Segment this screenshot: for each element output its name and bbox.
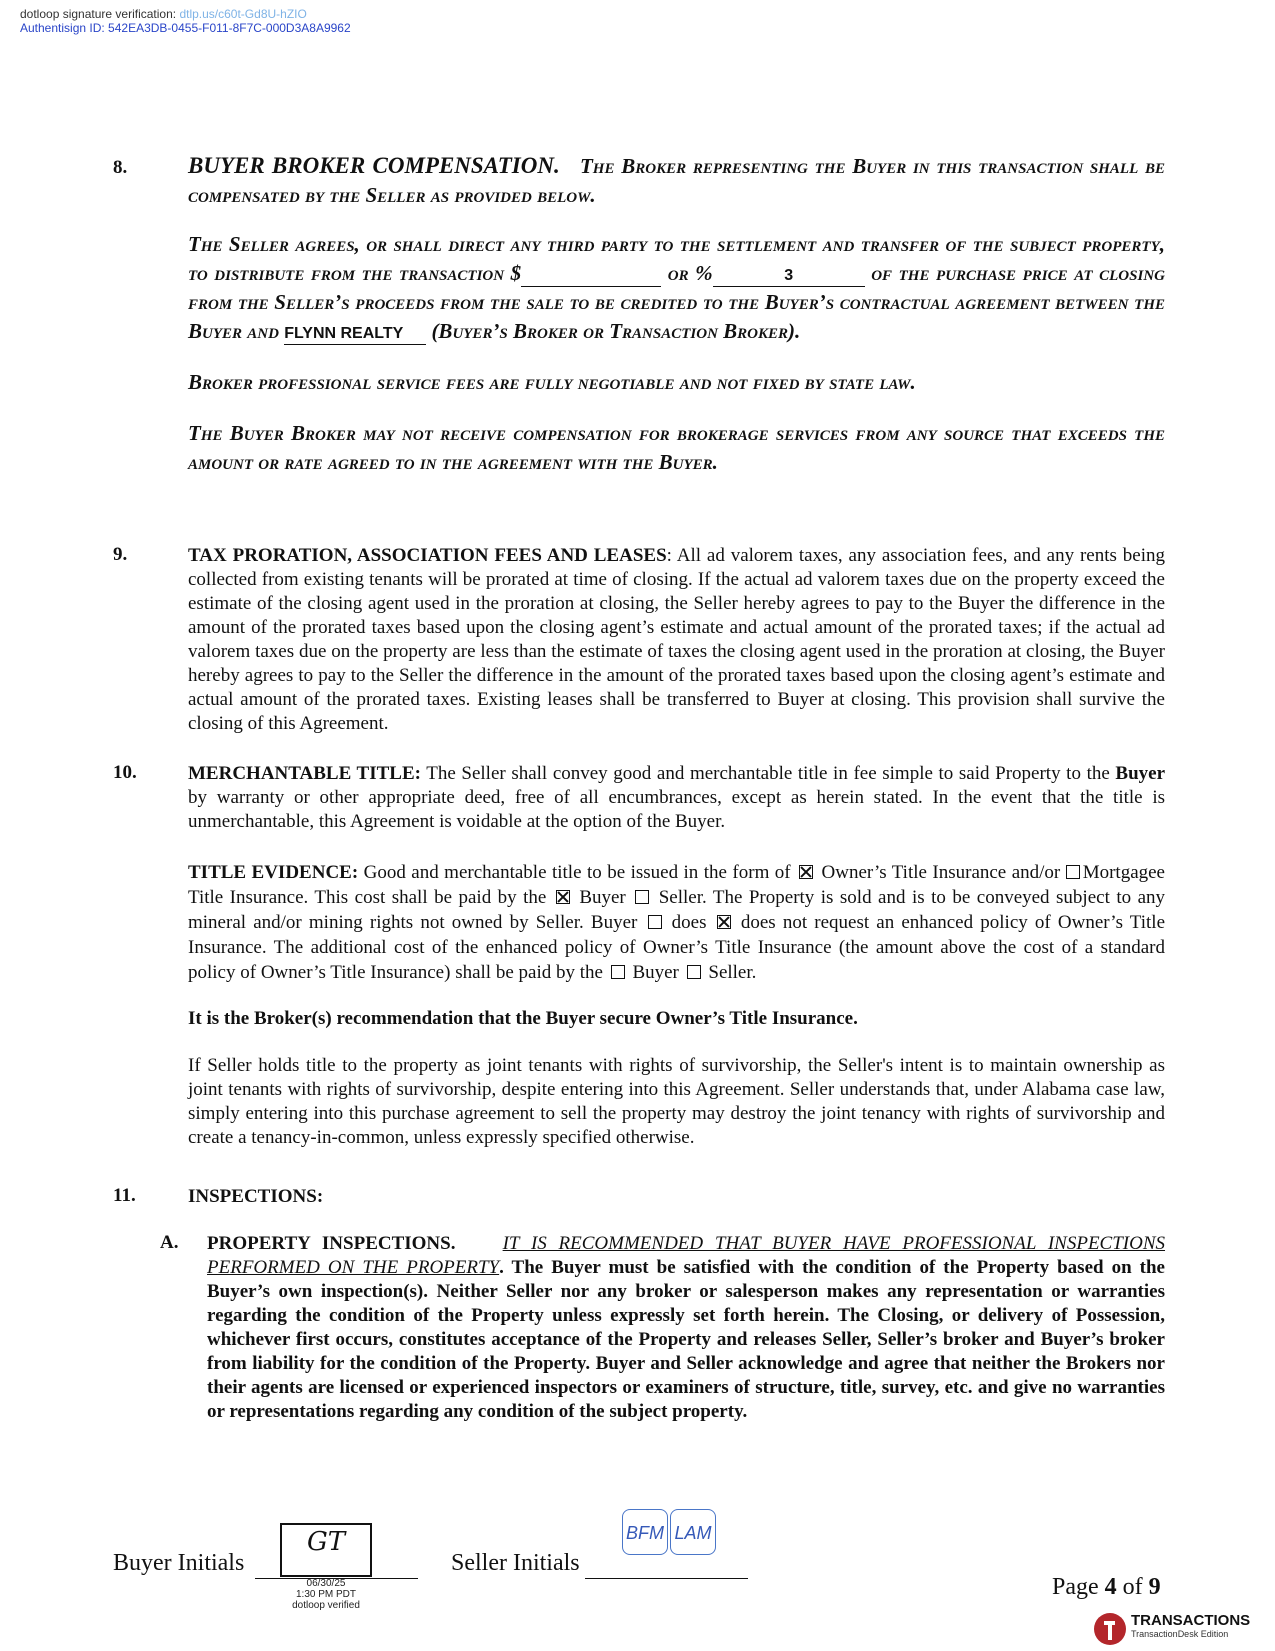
paid-by-seller-checkbox[interactable] <box>635 890 649 904</box>
paid-by-buyer-checkbox[interactable] <box>556 890 570 904</box>
section-title: TAX PRORATION, ASSOCIATION FEES AND LEASES <box>188 545 667 566</box>
recommendation-text: It is the Broker(s) recommendation that the Buyer secure Owner’s Title Insurance. <box>188 1008 858 1029</box>
section-8-paragraph-3: The Buyer Broker may not receive compensation for brokerage services from any source that exceeds the amount or rate agreed to in the agreement with the Buyer. <box>188 421 1165 474</box>
section-number: 10. <box>113 762 137 783</box>
subsection-label: A. <box>160 1232 179 1253</box>
section-11 <box>113 1185 1165 1424</box>
stamp-date: 06/30/25 <box>306 1578 346 1589</box>
stamp-time: 1:30 PM PDT <box>295 1589 357 1600</box>
stamp-verified: dotloop verified <box>292 1600 360 1611</box>
section-number: 11. <box>113 1185 136 1206</box>
property-inspections-text: PROPERTY INSPECTIONS. IT IS RECOMMENDED THAT BUYER HAVE PROFESSIONAL INSPECTIONS PERFORMED ON THE PROPERTY. The Buyer must be satisfied with the condition of the Property based on the Buyer’s own inspection(s). Neither Seller nor any broker or salesperson makes any representation or warranties regarding the condition of the Property unless expressly set forth herein. The Closing, or delivery of Possession, whichever first occurs, constitutes acceptance of the Property and releases Seller, Seller’s broker and Buyer’s broker from liability for the condition of the Property. Buyer and Seller acknowledge and agree that neither the Brokers nor their agents are licensed or experienced inspectors or examiners of structure, title, survey, etc. and give no warranties or representations regarding any condition of the subject property. <box>207 1233 1166 1422</box>
subsection-a <box>113 1232 1165 1424</box>
logo-text: TRANSACTIONS <box>1131 1612 1251 1629</box>
logo-subtext: TransactionDesk Edition <box>1131 1629 1229 1639</box>
transactions-logo <box>1093 1612 1251 1651</box>
section-number: 8. <box>113 157 128 178</box>
owners-title-checkbox[interactable] <box>799 865 813 879</box>
broker-name-field[interactable]: FLYNN REALTY <box>284 324 426 345</box>
seller-initials-1: BFM <box>622 1509 668 1555</box>
dotloop-label: dotloop signature verification: <box>20 7 177 21</box>
buyer-initials-stamp <box>280 1523 372 1577</box>
amount-field[interactable] <box>521 266 661 287</box>
buyer-initials-label: Buyer Initials <box>113 1550 245 1576</box>
seller-initials-line <box>585 1578 748 1579</box>
enhanced-does-checkbox[interactable] <box>648 915 662 929</box>
title-evidence-text: TITLE EVIDENCE: Good and merchantable title to be issued in the form of Owner’s Title Insurance and/or Mortgagee Title Insurance. This cost shall be paid by the Buyer Seller. The Property is sold and is to be conveyed subject to any mineral and/or mining rights not owned by Seller. Buyer does does not request an enhanced policy of Owner’s Title Insurance. The additional cost of the enhanced policy of Owner’s Title Insurance (the amount above the cost of a standard policy of Owner’s Title Insurance) shall be paid by the Buyer Seller. <box>188 862 1166 983</box>
section-title: INSPECTIONS: <box>188 1186 324 1207</box>
mortgagee-title-checkbox[interactable] <box>1066 865 1080 879</box>
section-8-intro: The Broker representing the Buyer in this transaction shall be compensated by the Seller as provided below. <box>188 154 1165 207</box>
joint-tenancy-text: If Seller holds title to the property as joint tenants with rights of survivorship, the Seller's intent is to maintain ownership as joint tenants with rights of survivorship, despite entering into this Agreement. Seller understands that, under Alabama case law, simply entering into this purchase agreement to sell the property may destroy the joint tenancy with rights of survivorship and create a tenancy-in-common, unless expressly specified otherwise. <box>188 1055 1165 1148</box>
section-9 <box>113 544 1165 736</box>
percent-field[interactable]: 3 <box>713 266 865 287</box>
section-8 <box>113 151 1165 477</box>
enhanced-cost-buyer-checkbox[interactable] <box>611 965 625 979</box>
section-8-paragraph-2: Broker professional service fees are fully negotiable and not fixed by state law. <box>188 370 916 394</box>
transactions-logo-icon <box>1093 1612 1127 1646</box>
section-10 <box>113 762 1165 1150</box>
page-indicator: Page 4 of 9 <box>1052 1574 1161 1600</box>
section-9-text: TAX PRORATION, ASSOCIATION FEES AND LEASES: All ad valorem taxes, any association fees, and any rents being collected from existing tenants will be prorated at time of closing. If the actual ad valorem taxes due on the property exceed the estimate of the closing agent used in the proration at closing, the Seller hereby agrees to pay to the Buyer the difference in the amount of the prorated taxes based upon the closing agent’s estimate and actual amount of the prorated taxes; if the actual ad valorem taxes due on the property are less than the estimate of taxes the closing agent used in the proration at closing, the Buyer hereby agrees to pay to the Seller the difference in the amount of the prorated taxes based upon the closing agent’s estimate and actual amount of the prorated taxes. Existing leases shall be transferred to Buyer at closing. This provision shall survive the closing of this Agreement. <box>188 545 1165 734</box>
dotloop-link[interactable]: dtlp.us/c60t-Gd8U-hZIO <box>179 7 307 21</box>
section-title: MERCHANTABLE TITLE: <box>188 763 421 784</box>
buyer-initials-signature: GT <box>306 1527 346 1557</box>
section-8-heading <box>188 151 1165 210</box>
page-number: 4 <box>1104 1574 1117 1600</box>
enhanced-does-not-checkbox[interactable] <box>717 915 731 929</box>
section-number: 9. <box>113 544 128 565</box>
authentisign-id: Authentisign ID: 542EA3DB-0455-F011-8F7C-000D3A8A9962 <box>20 21 351 35</box>
signature-header <box>20 7 351 35</box>
merchantable-title-text: MERCHANTABLE TITLE: The Seller shall convey good and merchantable title in fee simple to said Property to the Buyer by warranty or other appropriate deed, free of all encumbrances, except as herein stated. In the event that the title is unmerchantable, this Agreement is voidable at the option of the Buyer. <box>188 763 1166 832</box>
section-8-paragraph-1: The Seller agrees, or shall direct any third party to the settlement and transfer of the subject property, to distribute from the transaction $ or % 3 of the purchase price at closing from the Seller’s proceeds from the sale to be credited to the Buyer’s contractual agreement between the Buyer and FLYNN REALTY (Buyer’s Broker or Transaction Broker). <box>188 232 1165 343</box>
enhanced-cost-seller-checkbox[interactable] <box>687 965 701 979</box>
seller-initials-label: Seller Initials <box>451 1550 580 1576</box>
seller-initials-2: LAM <box>670 1509 716 1555</box>
section-title: BUYER BROKER COMPENSATION. <box>188 153 560 178</box>
page-total: 9 <box>1148 1574 1161 1600</box>
